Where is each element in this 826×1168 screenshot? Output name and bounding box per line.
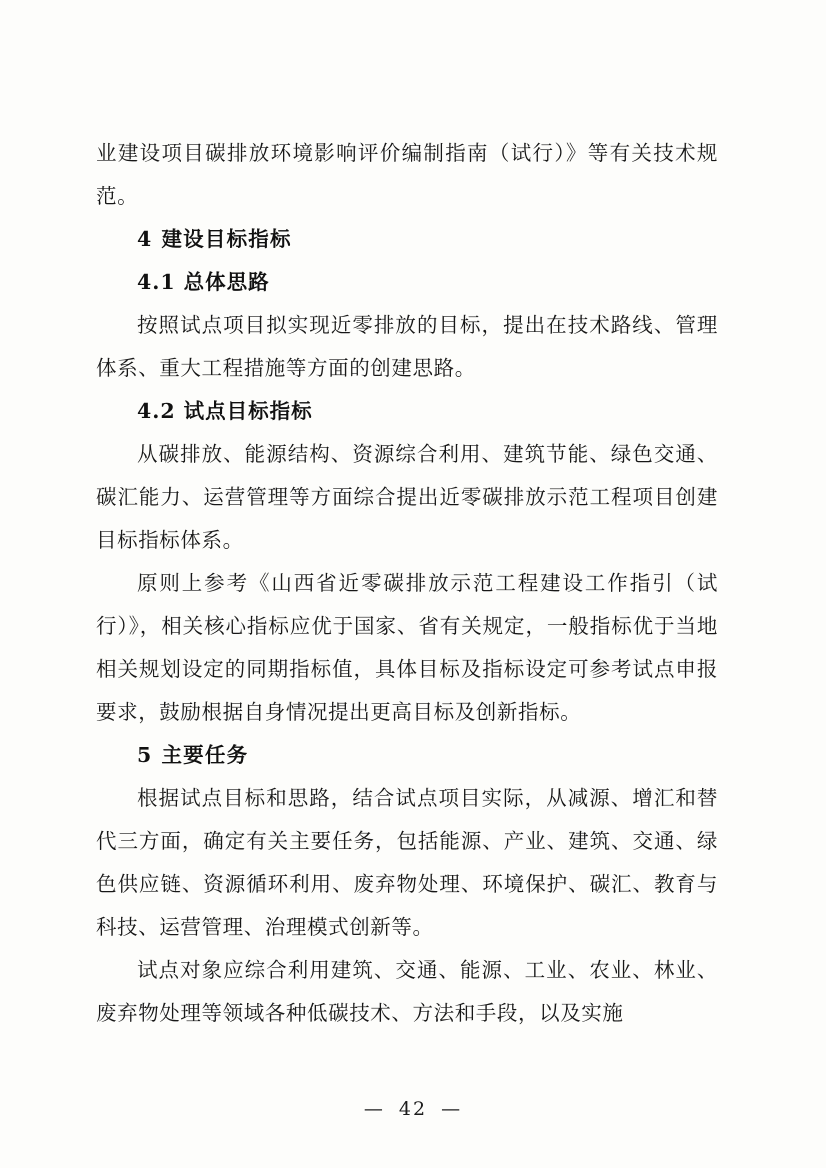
heading-section-4-1 <box>96 261 718 304</box>
paragraph-4-2-2: 原则上参考《山西省近零碳排放示范工程建设工作指引（试行）》，相关核心指标应优于国家、省有关规定，一般指标优于当地相关规划设定的同期指标值，具体目标及指标设定可参考试点申报要求，鼓励根据自身情况提出更高目标及创新指标。 <box>96 571 718 724</box>
heading-section-4-label: 建设目标指标 <box>161 227 292 251</box>
heading-section-5-number: 5 <box>137 743 153 767</box>
footer-dash-left: — <box>363 1098 385 1120</box>
footer-page-number: 42 <box>398 1098 428 1120</box>
heading-section-4-1-label: 总体思路 <box>183 270 270 294</box>
heading-section-4-1-number: 4.1 <box>137 270 176 294</box>
heading-section-5 <box>96 734 718 777</box>
heading-section-4-number: 4 <box>137 227 153 251</box>
paragraph-5-1: 根据试点目标和思路，结合试点项目实际，从减源、增汇和替代三方面，确定有关主要任务，包括能源、产业、建筑、交通、绿色供应链、资源循环利用、废弃物处理、环境保护、碳汇、教育与科技、运营管理、治理模式创新等。 <box>96 786 718 939</box>
page-footer <box>0 1097 826 1120</box>
heading-section-5-label: 主要任务 <box>161 743 249 767</box>
heading-section-4-2 <box>96 390 718 433</box>
heading-section-4-2-number: 4.2 <box>137 399 176 423</box>
heading-section-4 <box>96 218 718 261</box>
footer-dash-right: — <box>441 1098 463 1120</box>
page-content <box>96 132 718 1035</box>
paragraph-5-2: 试点对象应综合利用建筑、交通、能源、工业、农业、林业、废弃物处理等领域各种低碳技术、方法和手段，以及实施 <box>96 958 718 1025</box>
paragraph-continued: 业建设项目碳排放环境影响评价编制指南（试行）》等有关技术规范。 <box>96 141 718 208</box>
heading-section-4-2-label: 试点目标指标 <box>183 399 313 423</box>
paragraph-4-1-1: 按照试点项目拟实现近零排放的目标，提出在技术路线、管理体系、重大工程措施等方面的创建思路。 <box>96 313 718 380</box>
paragraph-4-2-1: 从碳排放、能源结构、资源综合利用、建筑节能、绿色交通、碳汇能力、运营管理等方面综合提出近零碳排放示范工程项目创建目标指标体系。 <box>96 442 718 552</box>
